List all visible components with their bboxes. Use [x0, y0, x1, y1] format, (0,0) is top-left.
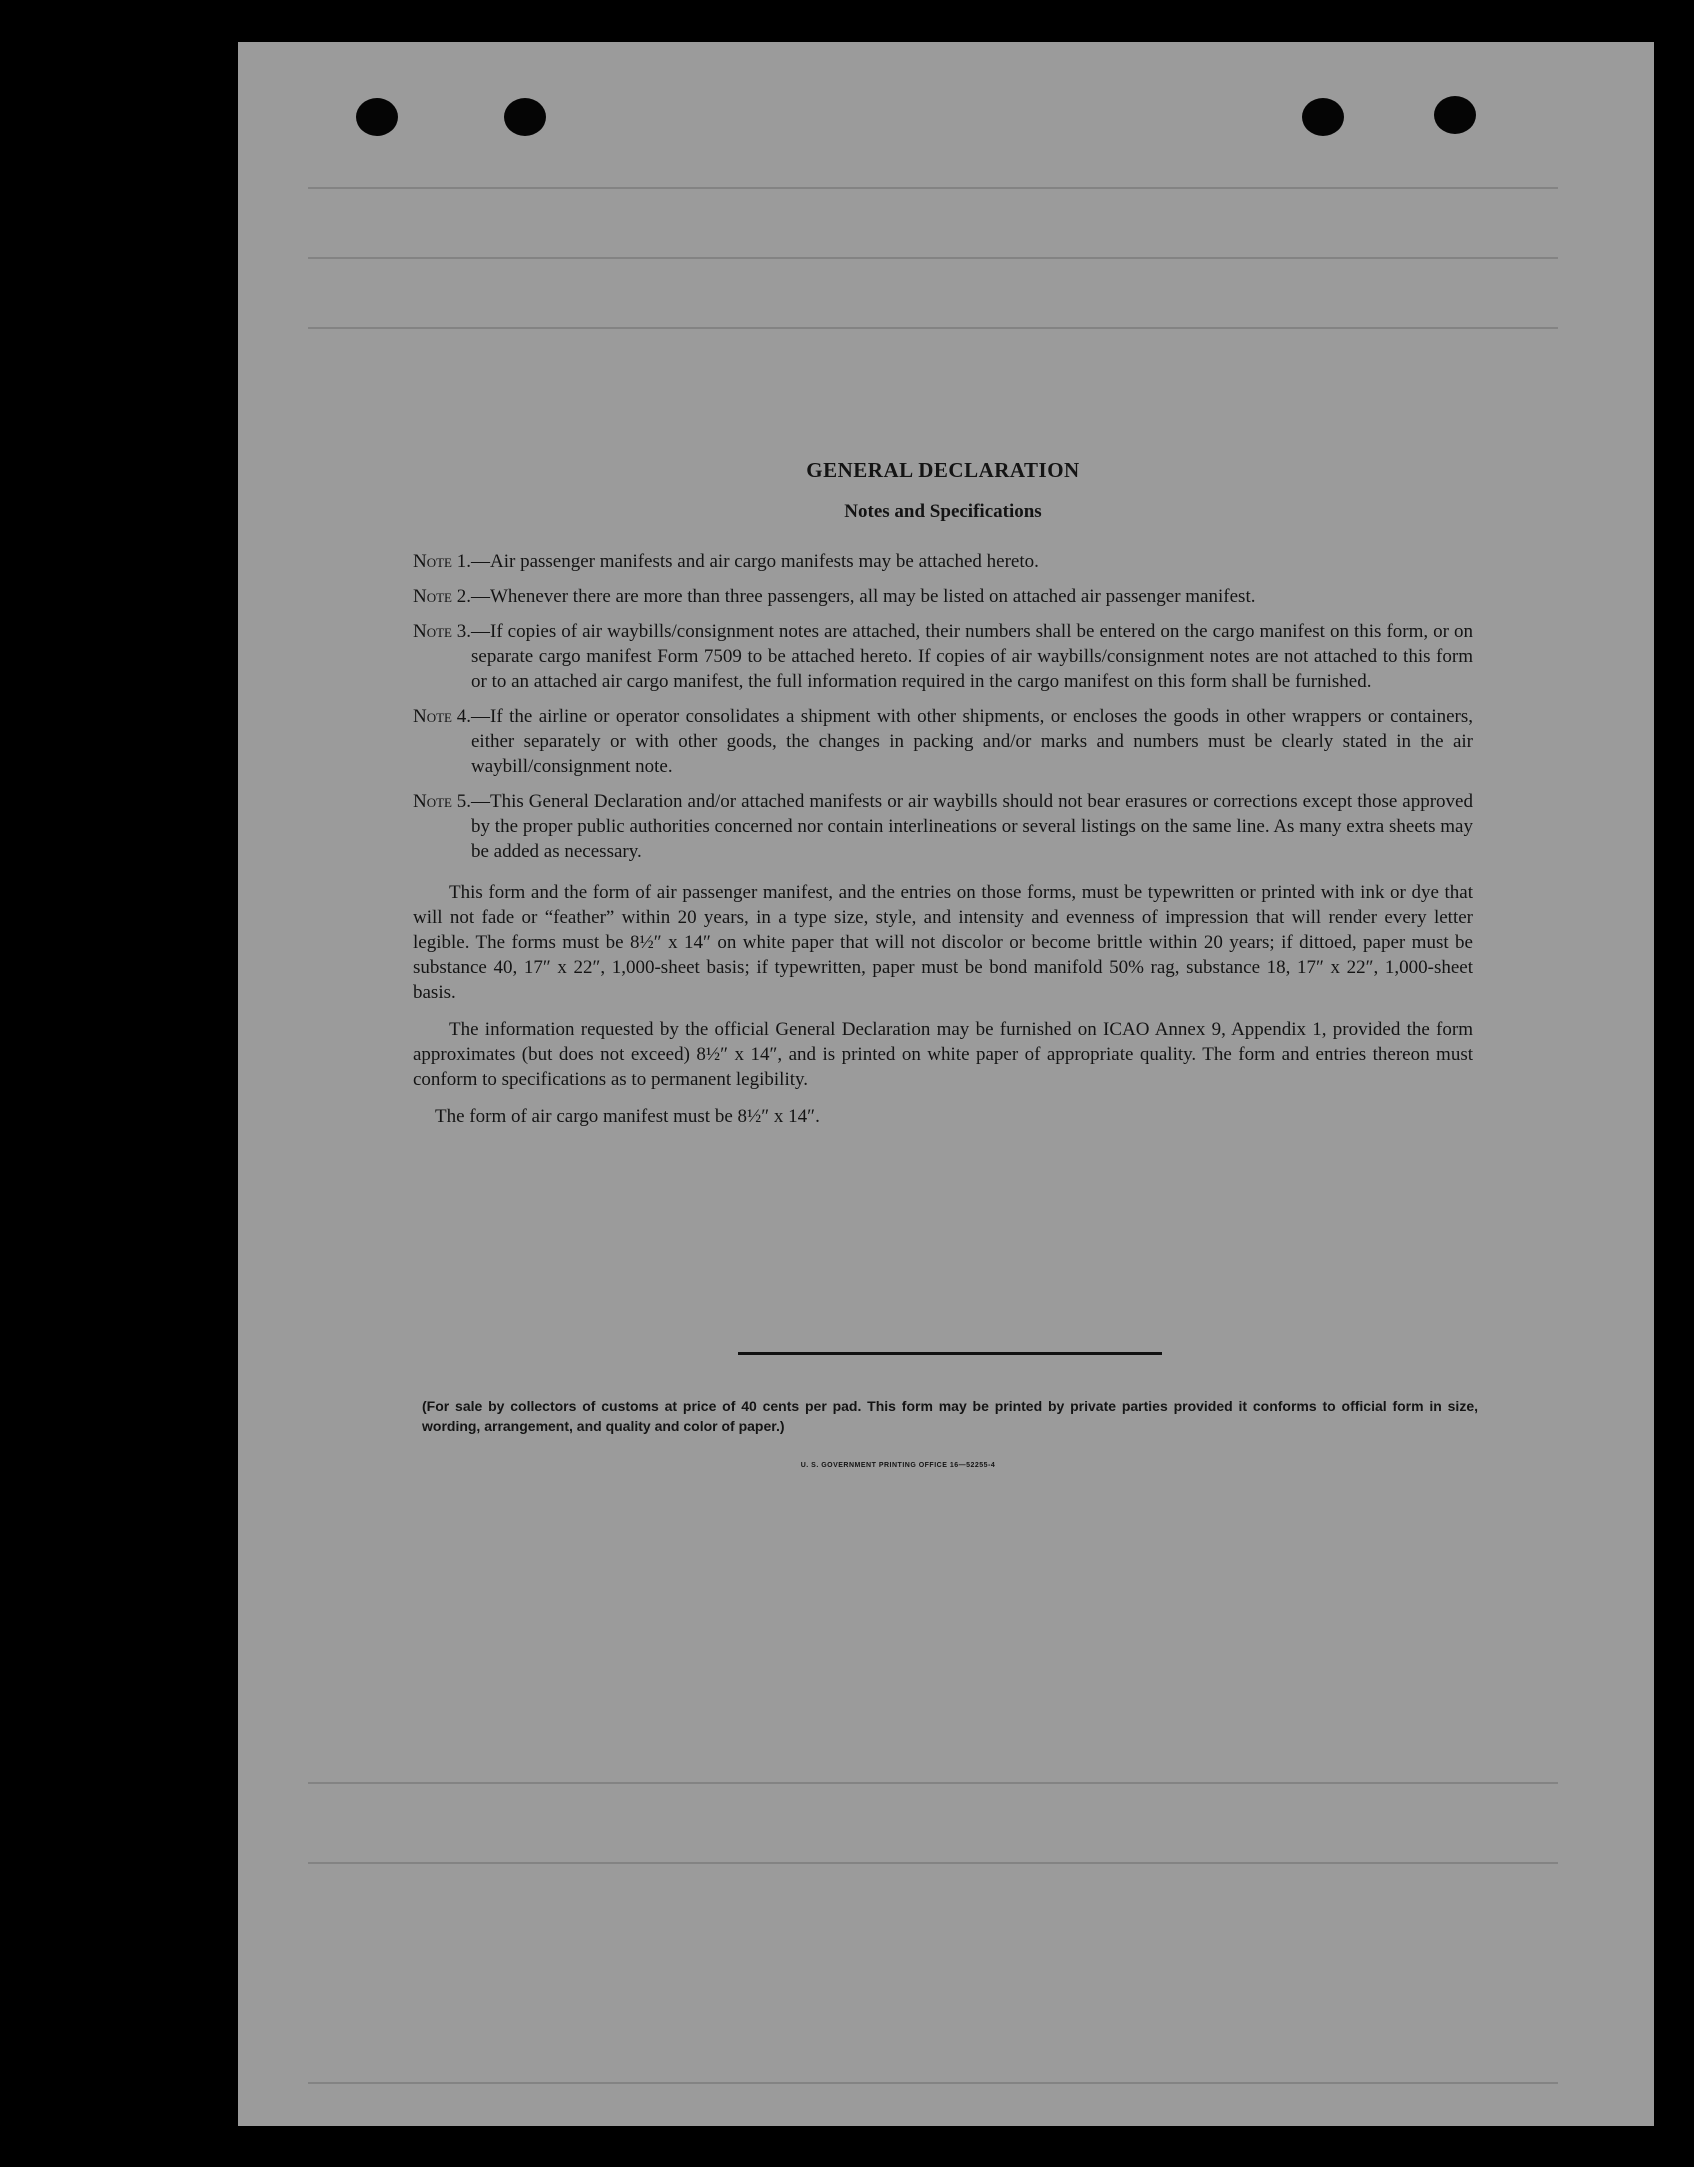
bleed-through-line — [308, 327, 1558, 329]
document-page — [238, 42, 1654, 2126]
note-5 — [413, 789, 1473, 864]
punch-hole-left-1 — [356, 98, 398, 136]
bleed-through-line — [308, 2082, 1558, 2084]
sale-notice: (For sale by collectors of customs at price of 40 cents per pad. This form may be printed by private parties provided it conforms to official form in size, wording, arrangement, and quality and color of paper.) — [422, 1398, 1478, 1434]
punch-hole-right-2 — [1434, 96, 1476, 134]
note-label: Note 3. — [413, 621, 471, 642]
note-1 — [413, 549, 1473, 574]
bleed-through-line — [308, 257, 1558, 259]
note-label: Note 1. — [413, 551, 471, 572]
divider-rule — [738, 1352, 1162, 1355]
note-3 — [413, 619, 1473, 694]
note-text: —If the airline or operator consolidates a shipment with other shipments, or encloses the goods in other wrappers or containers, either separately or with other goods, the changes in packing and/or marks and numbers must be clearly stated in the air waybill/consignment note. — [471, 706, 1473, 777]
document-subtitle: Notes and Specifications — [844, 501, 1042, 522]
note-text: —If copies of air waybills/consignment notes are attached, their numbers shall be entered on the cargo manifest on this form, or on separate cargo manifest Form 7509 to be attached hereto. If copies of air waybills/consignment notes are not attached to this form or to an attached air cargo manifest, the full information required in the cargo manifest on this form shall be furnished. — [471, 621, 1473, 692]
notes-section — [413, 458, 1473, 1129]
note-label: Note 4. — [413, 706, 471, 727]
note-4 — [413, 704, 1473, 779]
paragraph-form-requirements: This form and the form of air passenger manifest, and the entries on those forms, must be typewritten or printed with ink or dye that will not fade or “feather” within 20 years, in a type size, style, and intensity and evenness of impression that will render every letter legible. The forms must be 8½″ x 14″ on white paper that will not discolor or become brittle within 20 years; if dittoed, paper must be substance 40, 17″ x 22″, 1,000-sheet basis; if typewritten, paper must be bond manifold 50% rag, substance 18, 17″ x 22″, 1,000-sheet basis. — [413, 882, 1473, 1003]
paragraph-icao-annex: The information requested by the official General Declaration may be furnished on ICAO Annex 9, Appendix 1, provided the form approximates (but does not exceed) 8½″ x 14″, and is printed on white paper of appropriate quality. The form and entries thereon must conform to specifications as to permanent legibility. — [413, 1019, 1473, 1090]
document-title: GENERAL DECLARATION — [806, 458, 1080, 482]
note-2 — [413, 584, 1473, 609]
note-text: —Whenever there are more than three passengers, all may be listed on attached air passenger manifest. — [471, 586, 1256, 607]
bleed-through-line — [308, 1782, 1558, 1784]
note-label: Note 2. — [413, 586, 471, 607]
bleed-through-line — [308, 187, 1558, 189]
note-text: —Air passenger manifests and air cargo manifests may be attached hereto. — [471, 551, 1039, 572]
note-label: Note 5. — [413, 791, 471, 812]
punch-hole-right-1 — [1302, 98, 1344, 136]
punch-hole-left-2 — [504, 98, 546, 136]
bleed-through-line — [308, 1862, 1558, 1864]
note-text: —This General Declaration and/or attached manifests or air waybills should not bear erasures or corrections except those approved by the proper public authorities concerned nor contain interlineations or several listings on the same line. As many extra sheets may be added as necessary. — [471, 791, 1473, 862]
printer-line: U. S. GOVERNMENT PRINTING OFFICE 16—52255-4 — [800, 1462, 996, 1469]
paragraph-cargo-manifest-size: The form of air cargo manifest must be 8½″ x 14″. — [435, 1106, 820, 1127]
